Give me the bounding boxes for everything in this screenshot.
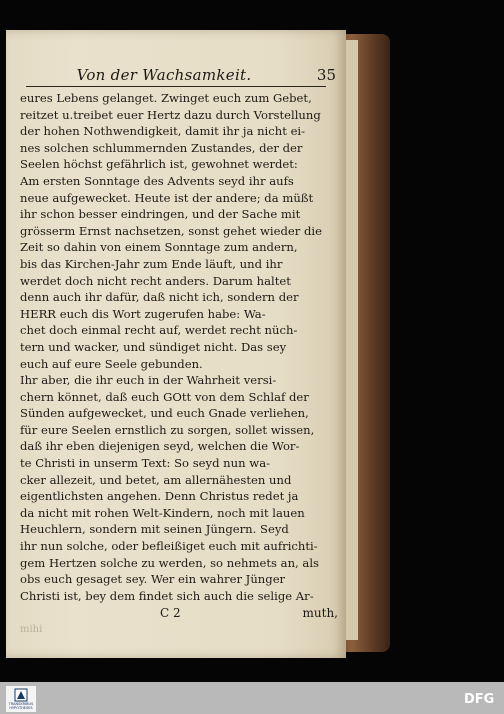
- catchword: muth,: [302, 606, 338, 620]
- institution-logo-icon: [14, 688, 28, 702]
- text-line: daß ihr eben diejenigen seyd, welchen die Wor-: [20, 439, 300, 454]
- text-line: Sünden aufgewecket, und euch Gnade verliehen,: [20, 406, 309, 421]
- text-line: eures Lebens gelanget. Zwinget euch zum Gebet,: [20, 91, 312, 105]
- text-line: euch auf eure Seele gebunden.: [20, 356, 203, 371]
- institution-logo[interactable]: [6, 686, 36, 712]
- text-line: für eure Seelen ernstlich zu sorgen, sollet wissen,: [20, 422, 315, 437]
- text-line: eigentlichsten angehen. Denn Christus redet ja: [20, 489, 299, 504]
- text-line: cker allezeit, und betet, am allernähesten und: [20, 472, 292, 487]
- dfg-logo-text: DFG: [464, 692, 495, 707]
- text-line: grösserm Ernst nachsetzen, sonst gehet wieder die: [20, 223, 322, 238]
- text-line: Am ersten Sonntage des Advents seyd ihr aufs: [20, 173, 294, 188]
- text-line: chet doch einmal recht auf, werdet recht nüch-: [20, 323, 298, 338]
- text-line: ihr nun solche, oder befleißiget euch mit aufrichti-: [20, 539, 318, 554]
- text-line: Seelen höchst gefährlich ist, gewohnet werdet:: [20, 157, 298, 172]
- page-number: 35: [316, 66, 336, 84]
- text-line: denn auch ihr dafür, daß nicht ich, sondern der: [20, 290, 299, 305]
- text-line: tern und wacker, und sündiget nicht. Das sey: [20, 339, 287, 354]
- institution-logo-text: TRANSKRIBUS HYPOTHESES: [8, 702, 34, 710]
- text-line: werdet doch nicht recht anders. Darum haltet: [20, 273, 291, 288]
- text-line: gem Hertzen solche zu werden, so nehmets an, als: [20, 555, 319, 570]
- text-line: obs euch gesaget sey. Wer ein wahrer Jünger: [20, 572, 286, 587]
- bleed-through-text: mihi: [20, 624, 43, 635]
- running-title: Von der Wachsamkeit.: [76, 66, 252, 84]
- page-footer: [20, 606, 338, 624]
- text-line: neue aufgewecket. Heute ist der andere; da müßt: [20, 190, 314, 205]
- dfg-logo-icon[interactable]: [462, 688, 498, 708]
- text-line: der hohen Nothwendigkeit, damit ihr ja nicht ei-: [20, 124, 306, 139]
- text-line: ihr schon besser eindringen, und der Sache mit: [20, 207, 301, 222]
- text-line: nes solchen schlummernden Zustandes, der der: [20, 140, 303, 155]
- text-line: chern könnet, daß euch GOtt von dem Schlaf der: [20, 389, 309, 404]
- text-line: Zeit so dahin von einem Sonntage zum andern,: [20, 240, 298, 255]
- text-line: HERR euch dis Wort zugerufen habe: Wa-: [20, 306, 266, 321]
- text-line: bis das Kirchen-Jahr zum Ende läuft, und ihr: [20, 256, 283, 271]
- book-page: [6, 30, 346, 658]
- header-rule: [26, 86, 326, 87]
- page-header: [22, 56, 336, 84]
- text-line: Ihr aber, die ihr euch in der Wahrheit versi-: [20, 373, 277, 388]
- text-line: da nicht mit rohen Welt-Kindern, noch mit lauen: [20, 505, 305, 520]
- text-line: Christi ist, bey dem findet sich auch die selige Ar-: [20, 588, 314, 603]
- text-line: te Christi in unserm Text: So seyd nun wa-: [20, 456, 271, 471]
- signature-mark: C 2: [160, 606, 181, 620]
- viewer-footer-bar: [0, 682, 504, 714]
- text-line: reitzet u.treibet euer Hertz dazu durch Vorstellung: [20, 107, 321, 122]
- text-line: Heuchlern, sondern mit seinen Jüngern. Seyd: [20, 522, 289, 537]
- body-text: [20, 90, 338, 620]
